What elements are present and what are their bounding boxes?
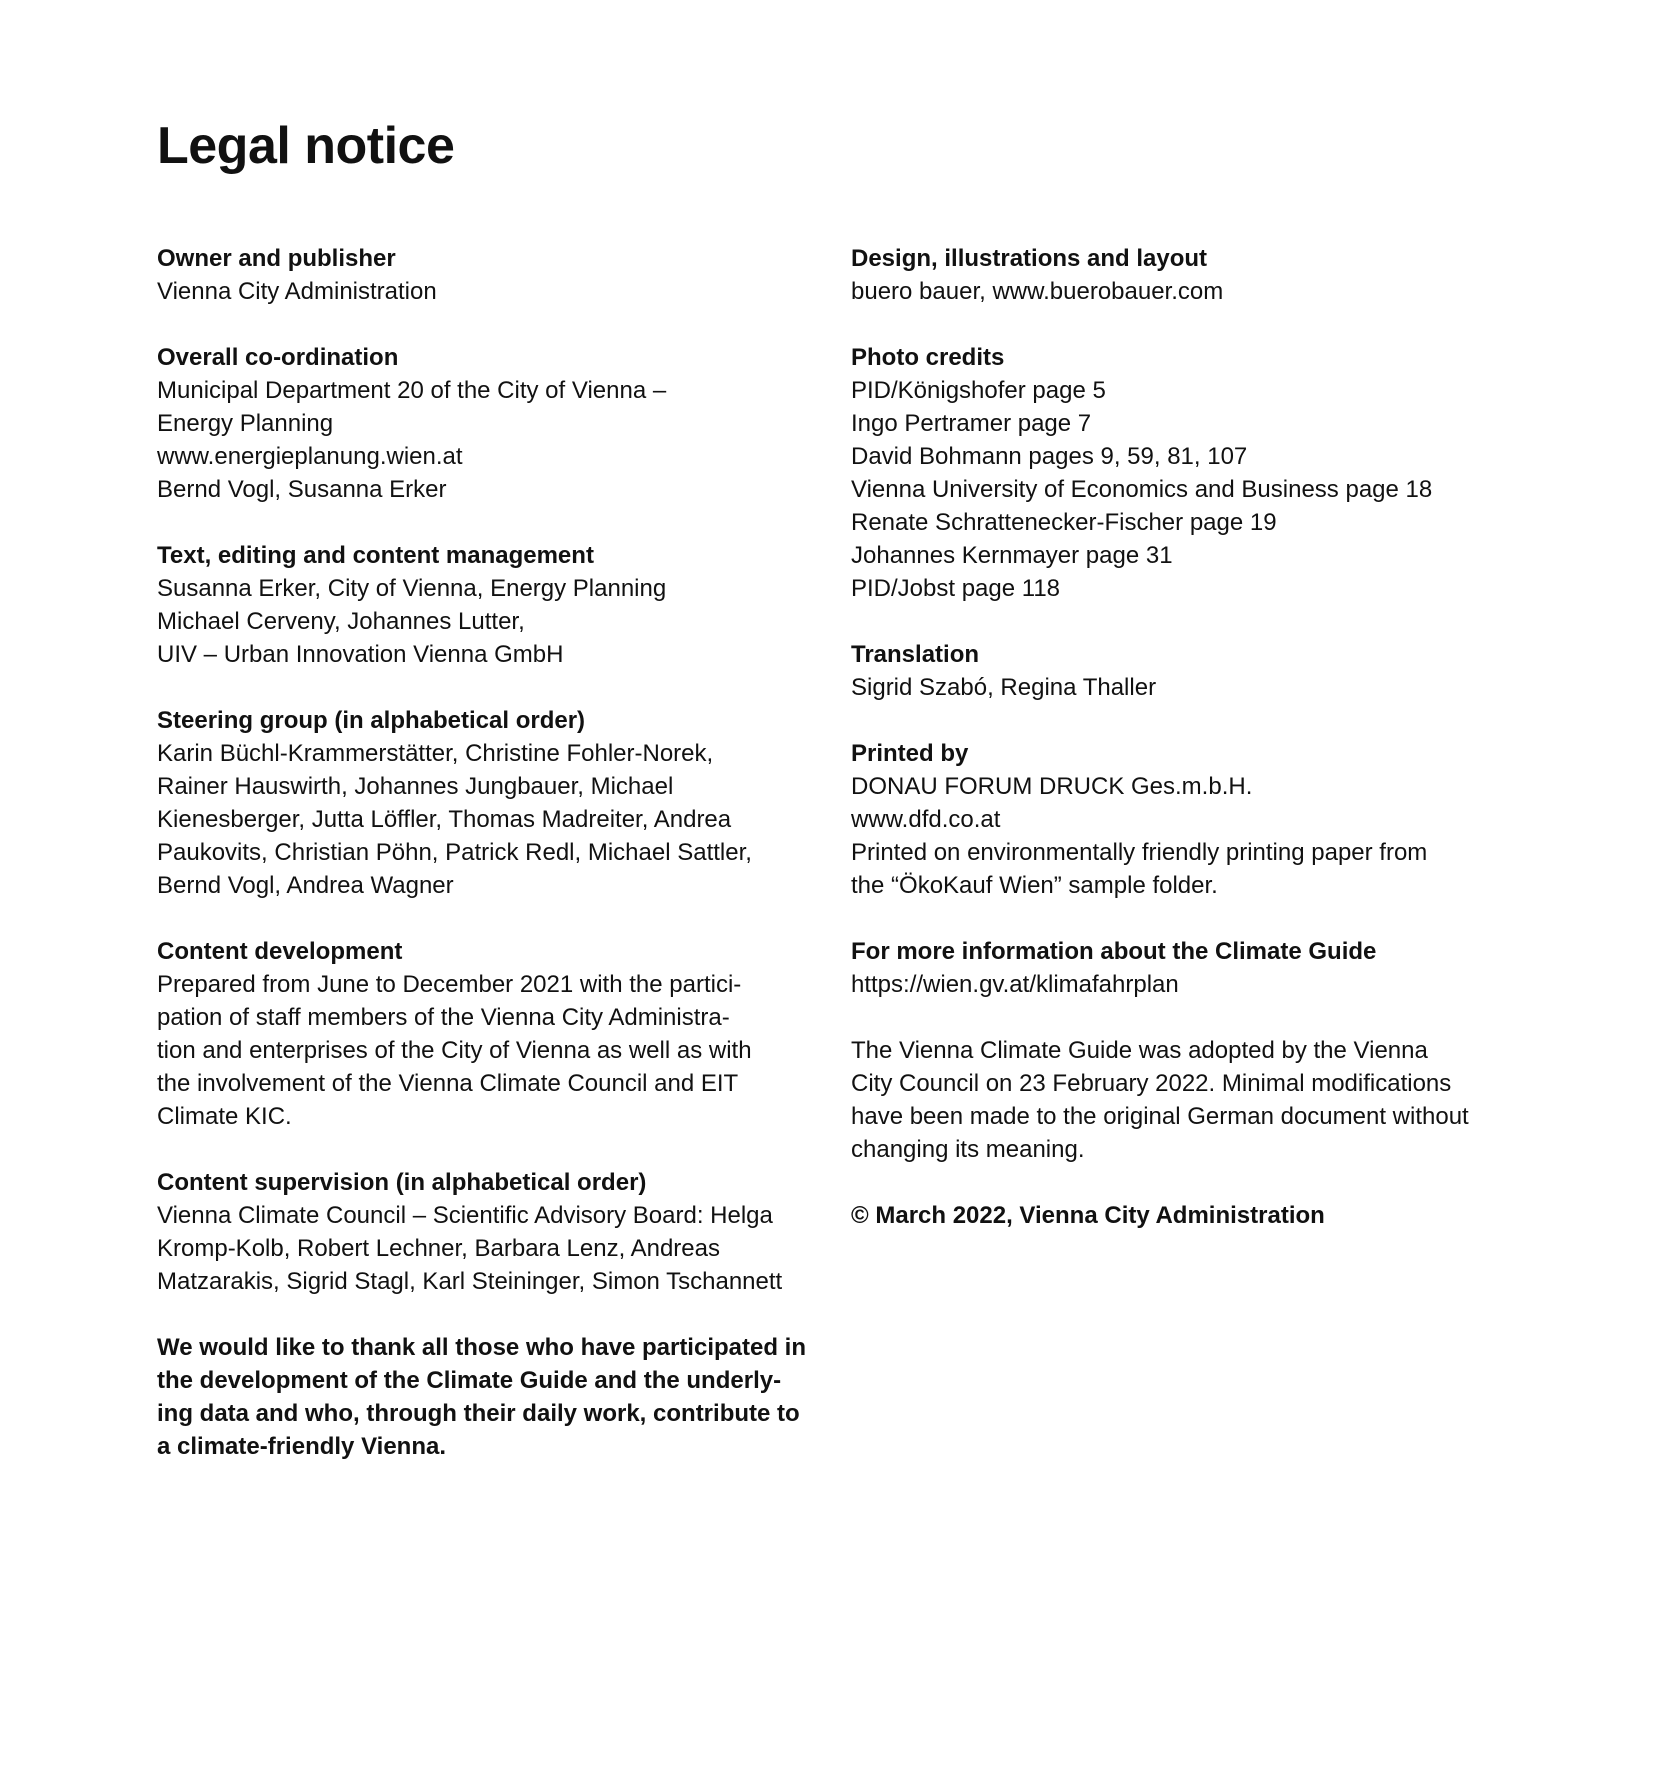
section-steering-group-in-alphabetical-order — [157, 704, 817, 902]
section-line: tion and enterprises of the City of Vienna as well as with — [157, 1037, 752, 1064]
section-line: Michael Cerveny, Johannes Lutter, — [157, 608, 525, 635]
section-line: Bernd Vogl, Andrea Wagner — [157, 872, 454, 899]
thanks-note — [157, 1331, 817, 1463]
section-line: Sigrid Szabó, Regina Thaller — [851, 674, 1157, 701]
section-line: The Vienna Climate Guide was adopted by the Vienna — [851, 1037, 1428, 1064]
section-line: Matzarakis, Sigrid Stagl, Karl Steininger, Simon Tschannett — [157, 1268, 783, 1295]
section-line: Vienna Climate Council – Scientific Advisory Board: Helga — [157, 1202, 773, 1229]
section-adoption-note — [851, 1034, 1551, 1166]
copyright-text: © March 2022, Vienna City Administration — [851, 1202, 1325, 1229]
section-line: Municipal Department 20 of the City of Vienna – — [157, 377, 667, 404]
section-line: UIV – Urban Innovation Vienna GmbH — [157, 641, 564, 668]
section-line: Energy Planning — [157, 410, 334, 437]
section-line: buero bauer, www.buerobauer.com — [851, 278, 1224, 305]
section-for-more-information-about-the-climate-guide — [851, 935, 1551, 1001]
section-line: Johannes Kernmayer page 31 — [851, 542, 1173, 569]
section-line: have been made to the original German document without — [851, 1103, 1469, 1130]
section-heading: Steering group (in alphabetical order) — [157, 707, 586, 734]
section-design-illustrations-and-layout — [851, 242, 1551, 308]
section-printed-by — [851, 737, 1551, 902]
section-owner-and-publisher — [157, 242, 817, 308]
section-heading: Design, illustrations and layout — [851, 245, 1208, 272]
section-text-editing-and-content-management — [157, 539, 817, 671]
section-heading: Overall co-ordination — [157, 344, 399, 371]
section-heading: Owner and publisher — [157, 245, 396, 272]
thanks-line: the development of the Climate Guide and the underly- — [157, 1367, 782, 1394]
section-line: Prepared from June to December 2021 with the partici- — [157, 971, 742, 998]
section-line: Vienna University of Economics and Business page 18 — [851, 476, 1433, 503]
section-heading: Content development — [157, 938, 403, 965]
section-line: https://wien.gv.at/klimafahrplan — [851, 971, 1179, 998]
section-line: Paukovits, Christian Pöhn, Patrick Redl, Michael Sattler, — [157, 839, 752, 866]
section-line: Printed on environmentally friendly printing paper from — [851, 839, 1428, 866]
section-line: pation of staff members of the Vienna City Administra- — [157, 1004, 730, 1031]
section-content-supervision-in-alphabetical-order — [157, 1166, 817, 1298]
section-heading: Content supervision (in alphabetical order) — [157, 1169, 647, 1196]
section-line: Ingo Pertramer page 7 — [851, 410, 1092, 437]
section-line: the involvement of the Vienna Climate Council and EIT — [157, 1070, 739, 1097]
section-line: David Bohmann pages 9, 59, 81, 107 — [851, 443, 1248, 470]
section-translation — [851, 638, 1551, 704]
section-photo-credits — [851, 341, 1551, 605]
section-line: Susanna Erker, City of Vienna, Energy Planning — [157, 575, 667, 602]
thanks-line: ing data and who, through their daily work, contribute to — [157, 1400, 800, 1427]
section-line: Rainer Hauswirth, Johannes Jungbauer, Michael — [157, 773, 674, 800]
section-line: Bernd Vogl, Susanna Erker — [157, 476, 447, 503]
section-line: Kromp-Kolb, Robert Lechner, Barbara Lenz, Andreas — [157, 1235, 720, 1262]
section-line: Vienna City Administration — [157, 278, 437, 305]
section-line: www.dfd.co.at — [851, 806, 1001, 833]
section-heading: Translation — [851, 641, 980, 668]
section-line: the “ÖkoKauf Wien” sample folder. — [851, 872, 1218, 899]
section-line: DONAU FORUM DRUCK Ges.m.b.H. — [851, 773, 1253, 800]
left-column — [157, 242, 817, 1496]
thanks-line: a climate-friendly Vienna. — [157, 1433, 446, 1460]
section-line: Climate KIC. — [157, 1103, 292, 1130]
section-line: PID/Königshofer page 5 — [851, 377, 1106, 404]
copyright-notice — [851, 1199, 1551, 1232]
section-line: Karin Büchl-Krammerstätter, Christine Fohler-Norek, — [157, 740, 714, 767]
section-line: Renate Schrattenecker-Fischer page 19 — [851, 509, 1277, 536]
right-column — [851, 242, 1551, 1265]
section-line: PID/Jobst page 118 — [851, 575, 1061, 602]
section-line: www.energieplanung.wien.at — [157, 443, 463, 470]
section-heading: Printed by — [851, 740, 969, 767]
thanks-line: We would like to thank all those who have participated in — [157, 1334, 806, 1361]
section-line: changing its meaning. — [851, 1136, 1085, 1163]
section-heading: Text, editing and content management — [157, 542, 594, 569]
page-title: Legal notice — [157, 117, 455, 175]
section-line: Kienesberger, Jutta Löffler, Thomas Madreiter, Andrea — [157, 806, 732, 833]
section-content-development — [157, 935, 817, 1133]
section-heading: Photo credits — [851, 344, 1005, 371]
section-overall-co-ordination — [157, 341, 817, 506]
section-heading: For more information about the Climate Guide — [851, 938, 1377, 965]
section-line: City Council on 23 February 2022. Minimal modifications — [851, 1070, 1452, 1097]
